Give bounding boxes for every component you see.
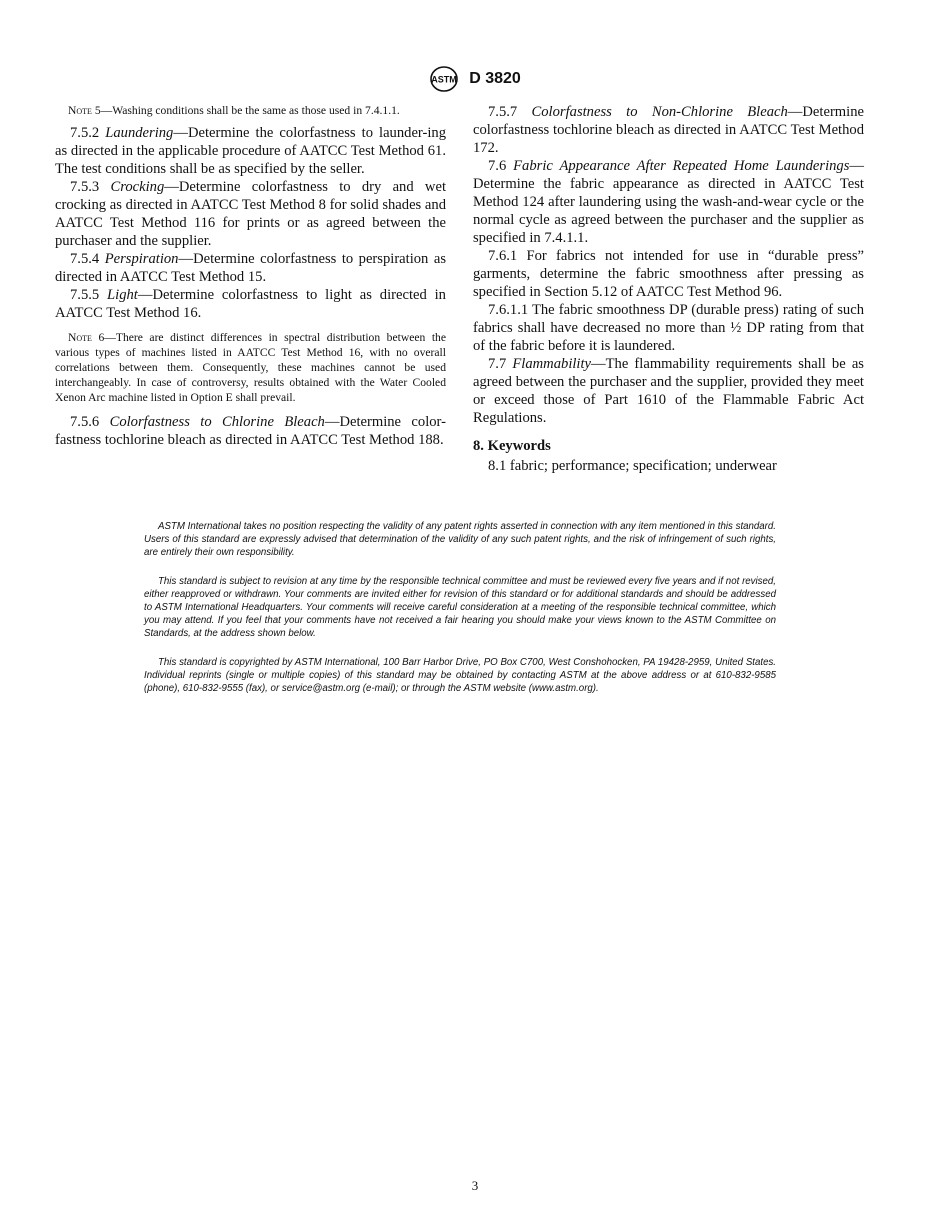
page-header xyxy=(0,66,950,92)
section-7-5-6: 7.5.6 Colorfastness to Chlorine Bleach—Determine color-fastness tochlorine bleach as directed in AATCC Test Method 188. xyxy=(55,414,446,448)
footer-revision-notice: This standard is subject to revision at any time by the responsible technical committee and must be reviewed every five years and if not revised, either reapproved or withdrawn. Your comments are invited either for revision of this standard or for additional standards and should be addressed to ASTM International Headquarters. Your comments will receive careful consideration at a meeting of the responsible technical committee, which you may attend. If you feel that your comments have not received a fair hearing you should make your views known to the ASTM Committee on Standards, at the address shown below. xyxy=(144,575,776,640)
note-5: Note 5—Washing conditions shall be the same as those used in 7.4.1.1. xyxy=(68,104,400,117)
section-7-5-5: 7.5.5 Light—Determine colorfastness to light as directed in AATCC Test Method 16. xyxy=(55,287,446,321)
standard-designation: D 3820 xyxy=(469,70,521,87)
section-7-5-3: 7.5.3 Crocking—Determine colorfastness to dry and wet crocking as directed in AATCC Test Method 8 for solid shades and AATCC Test Method 116 for prints or as agreed between the purchaser and the supplier. xyxy=(55,179,447,249)
note-6: Note 6—There are distinct differences in spectral distribution between the various types of machines listed in AATCC Test Method 16, with no overall correlations between them. Consequently, these machines cannot be used interchangeably. In case of controversy, results obtained with the Water Cooled Xenon Arc machine listed in Option E shall prevail. xyxy=(55,331,446,404)
keywords-heading: 8. Keywords xyxy=(473,438,551,454)
footer-copyright-notice: This standard is copyrighted by ASTM International, 100 Barr Harbor Drive, PO Box C700, West Conshohocken, PA 19428-2959, United States. Individual reprints (single or multiple copies) of this standard may be obtained by contacting ASTM at the above address or at 610-832-9585 (phone), 610-832-9555 (fax), or service@astm.org (e-mail); or through the ASTM website (www.astm.org). xyxy=(144,656,776,695)
section-7-5-7: 7.5.7 Colorfastness to Non-Chlorine Bleach—Determine colorfastness tochlorine bleach as directed in AATCC Test Method 172. xyxy=(473,104,864,156)
section-7-6: 7.6 Fabric Appearance After Repeated Home Launderings—Determine the fabric appearance as directed in AATCC Test Method 124 after laundering using the wash-and-wear cycle or the normal cycle as agreed between the purchaser and the supplier as specified in 7.4.1.1. xyxy=(473,158,864,246)
left-column xyxy=(55,103,446,449)
section-7-5-4: 7.5.4 Perspiration—Determine colorfastness to perspiration as directed in AATCC Test Method 15. xyxy=(55,251,446,285)
astm-logo-icon xyxy=(429,66,459,92)
section-7-6-1-1: 7.6.1.1 The fabric smoothness DP (durable press) rating of such fabrics shall have decreased no more than ½ DP rating from that of the fabric before it is laundered. xyxy=(473,302,864,354)
page-number: 3 xyxy=(471,1178,479,1193)
footer-patent-notice: ASTM International takes no position respecting the validity of any patent rights asserted in connection with any item mentioned in this standard. Users of this standard are expressly advised that determination of the validity of any such patent rights, and the risk of infringement of such rights, are entirely their own responsibility. xyxy=(144,521,776,559)
section-7-7: 7.7 Flammability—The flammability requirements shall be as agreed between the purchaser and the supplier, provided they meet or exceed those of Part 1610 of the Flammable Fabric Act Regulations. xyxy=(473,356,864,426)
astm-logo-text: ASTM xyxy=(431,74,457,85)
section-7-6-1: 7.6.1 For fabrics not intended for use in “durable press” garments, determine the fabric smoothness after pressing as specified in Section 5.12 of AATCC Test Method 96. xyxy=(473,248,864,300)
section-7-5-2: 7.5.2 Laundering—Determine the colorfastness to launder-ing as directed in the applicable procedure of AATCC Test Method 61. The test conditions shall be as specified by the seller. xyxy=(55,125,447,177)
keywords-text: 8.1 fabric; performance; specification; underwear xyxy=(488,458,777,474)
right-column xyxy=(473,103,864,475)
legal-footer xyxy=(144,520,776,710)
